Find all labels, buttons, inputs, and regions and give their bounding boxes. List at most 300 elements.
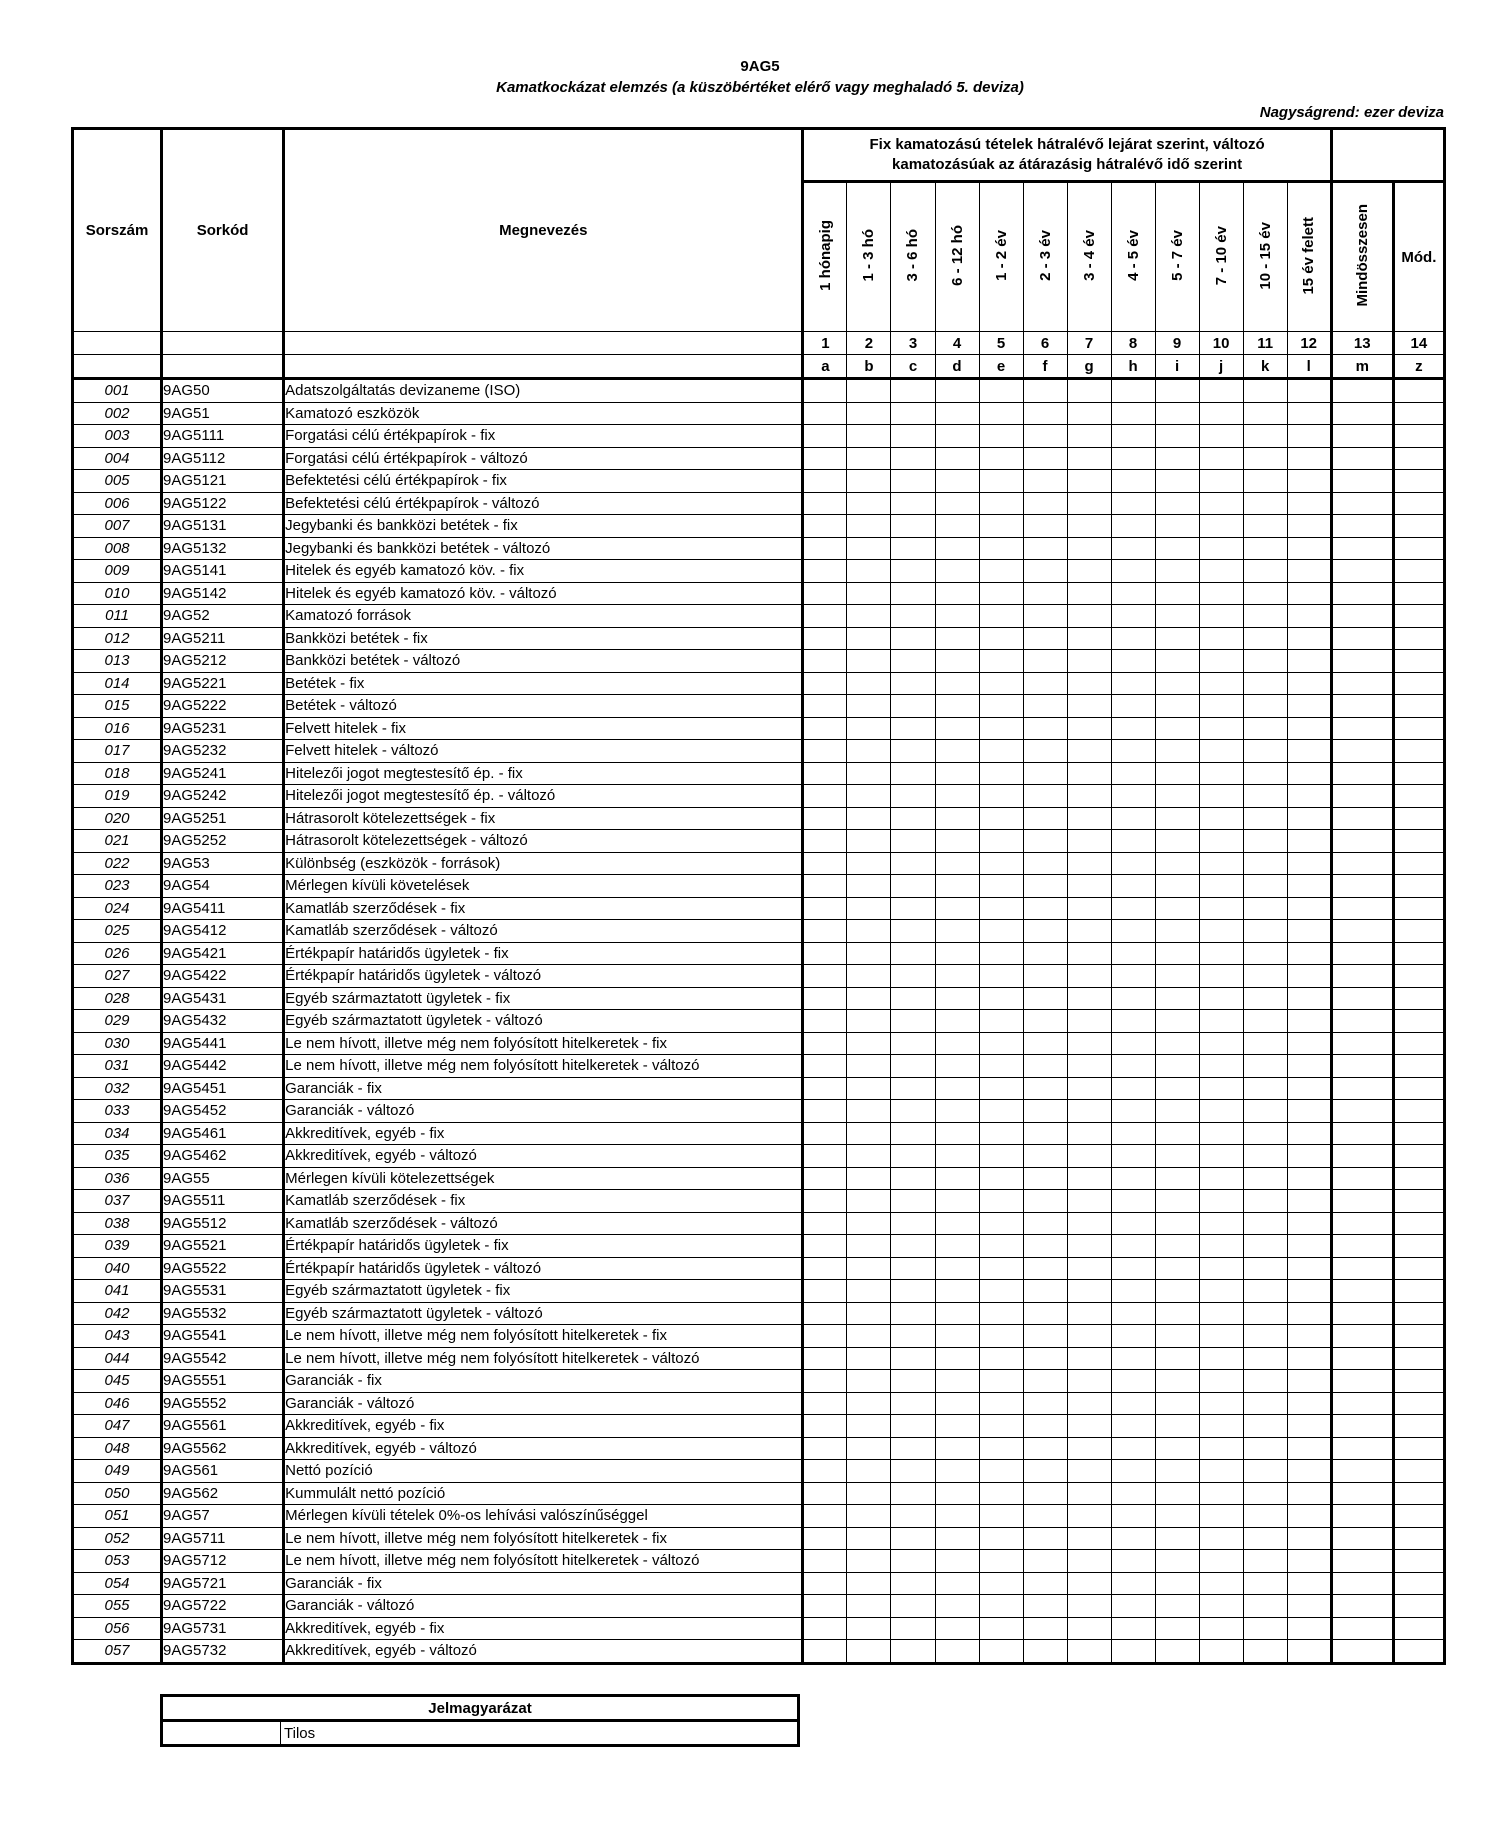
value-cell[interactable]	[979, 717, 1023, 740]
value-cell[interactable]	[1243, 695, 1287, 718]
value-cell[interactable]	[891, 492, 935, 515]
value-cell[interactable]	[1393, 1302, 1444, 1325]
value-cell[interactable]	[1243, 785, 1287, 808]
value-cell[interactable]	[1243, 1010, 1287, 1033]
value-cell[interactable]	[1287, 740, 1331, 763]
value-cell[interactable]	[1287, 875, 1331, 898]
value-cell[interactable]	[1111, 875, 1155, 898]
value-cell[interactable]	[891, 1302, 935, 1325]
value-cell[interactable]	[1023, 1437, 1067, 1460]
value-cell[interactable]	[1199, 875, 1243, 898]
value-cell[interactable]	[891, 1640, 935, 1664]
value-cell[interactable]	[1067, 1527, 1111, 1550]
value-cell[interactable]	[979, 650, 1023, 673]
value-cell[interactable]	[1111, 852, 1155, 875]
value-cell[interactable]	[1155, 560, 1199, 583]
value-cell[interactable]	[1067, 1212, 1111, 1235]
value-cell[interactable]	[1111, 1167, 1155, 1190]
value-cell[interactable]	[1111, 1257, 1155, 1280]
value-cell[interactable]	[935, 1617, 979, 1640]
value-cell[interactable]	[1023, 1257, 1067, 1280]
value-cell[interactable]	[1287, 762, 1331, 785]
value-cell[interactable]	[1199, 470, 1243, 493]
value-cell[interactable]	[847, 1302, 891, 1325]
value-cell[interactable]	[1111, 1145, 1155, 1168]
value-cell[interactable]	[1111, 560, 1155, 583]
value-cell[interactable]	[1243, 1527, 1287, 1550]
value-cell[interactable]	[1331, 537, 1393, 560]
value-cell[interactable]	[847, 717, 891, 740]
value-cell[interactable]	[1111, 920, 1155, 943]
value-cell[interactable]	[1023, 1595, 1067, 1618]
value-cell[interactable]	[1331, 695, 1393, 718]
value-cell[interactable]	[1243, 1212, 1287, 1235]
value-cell[interactable]	[1023, 762, 1067, 785]
value-cell[interactable]	[979, 1190, 1023, 1213]
value-cell[interactable]	[1287, 605, 1331, 628]
value-cell[interactable]	[847, 1505, 891, 1528]
value-cell[interactable]	[1023, 1077, 1067, 1100]
value-cell[interactable]	[847, 1640, 891, 1664]
value-cell[interactable]	[1155, 875, 1199, 898]
value-cell[interactable]	[935, 1325, 979, 1348]
value-cell[interactable]	[847, 1167, 891, 1190]
value-cell[interactable]	[1287, 1392, 1331, 1415]
value-cell[interactable]	[803, 762, 847, 785]
value-cell[interactable]	[1331, 605, 1393, 628]
value-cell[interactable]	[979, 492, 1023, 515]
value-cell[interactable]	[1067, 830, 1111, 853]
value-cell[interactable]	[1023, 1325, 1067, 1348]
value-cell[interactable]	[1155, 537, 1199, 560]
value-cell[interactable]	[803, 807, 847, 830]
value-cell[interactable]	[803, 1100, 847, 1123]
value-cell[interactable]	[1287, 1437, 1331, 1460]
value-cell[interactable]	[803, 402, 847, 425]
value-cell[interactable]	[1199, 1190, 1243, 1213]
value-cell[interactable]	[1067, 1460, 1111, 1483]
value-cell[interactable]	[1023, 1347, 1067, 1370]
value-cell[interactable]	[1287, 807, 1331, 830]
value-cell[interactable]	[1023, 1572, 1067, 1595]
value-cell[interactable]	[1155, 1077, 1199, 1100]
value-cell[interactable]	[1111, 942, 1155, 965]
value-cell[interactable]	[803, 605, 847, 628]
value-cell[interactable]	[1067, 672, 1111, 695]
value-cell[interactable]	[1067, 695, 1111, 718]
value-cell[interactable]	[1067, 1055, 1111, 1078]
value-cell[interactable]	[979, 560, 1023, 583]
value-cell[interactable]	[847, 379, 891, 403]
value-cell[interactable]	[1111, 1077, 1155, 1100]
value-cell[interactable]	[1023, 470, 1067, 493]
value-cell[interactable]	[891, 1527, 935, 1550]
value-cell[interactable]	[1199, 1370, 1243, 1393]
value-cell[interactable]	[1243, 897, 1287, 920]
value-cell[interactable]	[979, 785, 1023, 808]
value-cell[interactable]	[1199, 1280, 1243, 1303]
value-cell[interactable]	[979, 1212, 1023, 1235]
value-cell[interactable]	[803, 1595, 847, 1618]
value-cell[interactable]	[1155, 1595, 1199, 1618]
value-cell[interactable]	[1287, 830, 1331, 853]
value-cell[interactable]	[1111, 379, 1155, 403]
value-cell[interactable]	[1393, 1617, 1444, 1640]
value-cell[interactable]	[1243, 1167, 1287, 1190]
value-cell[interactable]	[979, 830, 1023, 853]
value-cell[interactable]	[1243, 605, 1287, 628]
value-cell[interactable]	[1393, 1145, 1444, 1168]
value-cell[interactable]	[1287, 717, 1331, 740]
value-cell[interactable]	[1331, 402, 1393, 425]
value-cell[interactable]	[1287, 1145, 1331, 1168]
value-cell[interactable]	[1393, 1280, 1444, 1303]
value-cell[interactable]	[891, 897, 935, 920]
value-cell[interactable]	[1023, 425, 1067, 448]
value-cell[interactable]	[1331, 1212, 1393, 1235]
value-cell[interactable]	[979, 1482, 1023, 1505]
value-cell[interactable]	[1331, 1550, 1393, 1573]
value-cell[interactable]	[979, 852, 1023, 875]
value-cell[interactable]	[1067, 1437, 1111, 1460]
value-cell[interactable]	[1331, 1145, 1393, 1168]
value-cell[interactable]	[1243, 492, 1287, 515]
value-cell[interactable]	[1393, 942, 1444, 965]
value-cell[interactable]	[1067, 379, 1111, 403]
value-cell[interactable]	[1023, 1055, 1067, 1078]
value-cell[interactable]	[803, 537, 847, 560]
value-cell[interactable]	[891, 875, 935, 898]
value-cell[interactable]	[1067, 717, 1111, 740]
value-cell[interactable]	[1067, 1595, 1111, 1618]
value-cell[interactable]	[935, 695, 979, 718]
value-cell[interactable]	[1023, 830, 1067, 853]
value-cell[interactable]	[1287, 1370, 1331, 1393]
value-cell[interactable]	[1067, 492, 1111, 515]
value-cell[interactable]	[1393, 1527, 1444, 1550]
value-cell[interactable]	[1023, 875, 1067, 898]
value-cell[interactable]	[1243, 1077, 1287, 1100]
value-cell[interactable]	[1393, 1595, 1444, 1618]
value-cell[interactable]	[1067, 1370, 1111, 1393]
value-cell[interactable]	[1393, 379, 1444, 403]
value-cell[interactable]	[1111, 1302, 1155, 1325]
value-cell[interactable]	[803, 1190, 847, 1213]
value-cell[interactable]	[1287, 470, 1331, 493]
value-cell[interactable]	[1243, 1482, 1287, 1505]
value-cell[interactable]	[1287, 1257, 1331, 1280]
value-cell[interactable]	[1243, 1572, 1287, 1595]
value-cell[interactable]	[847, 1100, 891, 1123]
value-cell[interactable]	[1331, 1415, 1393, 1438]
value-cell[interactable]	[1199, 1167, 1243, 1190]
value-cell[interactable]	[1111, 717, 1155, 740]
value-cell[interactable]	[847, 1415, 891, 1438]
value-cell[interactable]	[1155, 830, 1199, 853]
value-cell[interactable]	[803, 627, 847, 650]
value-cell[interactable]	[1331, 1280, 1393, 1303]
value-cell[interactable]	[979, 1595, 1023, 1618]
value-cell[interactable]	[847, 1392, 891, 1415]
value-cell[interactable]	[979, 1527, 1023, 1550]
value-cell[interactable]	[1331, 762, 1393, 785]
value-cell[interactable]	[1287, 1460, 1331, 1483]
value-cell[interactable]	[891, 1617, 935, 1640]
value-cell[interactable]	[935, 1437, 979, 1460]
value-cell[interactable]	[1067, 425, 1111, 448]
value-cell[interactable]	[847, 1437, 891, 1460]
value-cell[interactable]	[1287, 987, 1331, 1010]
value-cell[interactable]	[803, 515, 847, 538]
value-cell[interactable]	[1023, 785, 1067, 808]
value-cell[interactable]	[1155, 740, 1199, 763]
value-cell[interactable]	[1023, 650, 1067, 673]
value-cell[interactable]	[935, 672, 979, 695]
value-cell[interactable]	[1155, 965, 1199, 988]
value-cell[interactable]	[979, 1077, 1023, 1100]
value-cell[interactable]	[1199, 1505, 1243, 1528]
value-cell[interactable]	[847, 695, 891, 718]
value-cell[interactable]	[1393, 1370, 1444, 1393]
value-cell[interactable]	[1155, 1122, 1199, 1145]
value-cell[interactable]	[1111, 447, 1155, 470]
value-cell[interactable]	[1287, 1347, 1331, 1370]
value-cell[interactable]	[1243, 1617, 1287, 1640]
value-cell[interactable]	[1331, 1100, 1393, 1123]
value-cell[interactable]	[1155, 942, 1199, 965]
value-cell[interactable]	[1023, 1280, 1067, 1303]
value-cell[interactable]	[1287, 1190, 1331, 1213]
value-cell[interactable]	[1331, 785, 1393, 808]
value-cell[interactable]	[1067, 1550, 1111, 1573]
value-cell[interactable]	[803, 650, 847, 673]
value-cell[interactable]	[1023, 582, 1067, 605]
value-cell[interactable]	[803, 1257, 847, 1280]
value-cell[interactable]	[1155, 1190, 1199, 1213]
value-cell[interactable]	[1287, 447, 1331, 470]
value-cell[interactable]	[1287, 965, 1331, 988]
value-cell[interactable]	[1199, 740, 1243, 763]
value-cell[interactable]	[1393, 1392, 1444, 1415]
value-cell[interactable]	[1111, 1527, 1155, 1550]
value-cell[interactable]	[803, 1122, 847, 1145]
value-cell[interactable]	[1199, 1010, 1243, 1033]
value-cell[interactable]	[1393, 515, 1444, 538]
value-cell[interactable]	[1243, 942, 1287, 965]
value-cell[interactable]	[935, 1460, 979, 1483]
value-cell[interactable]	[891, 672, 935, 695]
value-cell[interactable]	[1287, 1415, 1331, 1438]
value-cell[interactable]	[935, 1122, 979, 1145]
value-cell[interactable]	[803, 1235, 847, 1258]
value-cell[interactable]	[891, 942, 935, 965]
value-cell[interactable]	[1067, 1415, 1111, 1438]
value-cell[interactable]	[1199, 1100, 1243, 1123]
value-cell[interactable]	[891, 1370, 935, 1393]
value-cell[interactable]	[803, 1392, 847, 1415]
value-cell[interactable]	[847, 1550, 891, 1573]
value-cell[interactable]	[1393, 1572, 1444, 1595]
value-cell[interactable]	[847, 1145, 891, 1168]
value-cell[interactable]	[1199, 1617, 1243, 1640]
value-cell[interactable]	[1023, 1212, 1067, 1235]
value-cell[interactable]	[847, 740, 891, 763]
value-cell[interactable]	[891, 830, 935, 853]
value-cell[interactable]	[979, 1145, 1023, 1168]
value-cell[interactable]	[1243, 515, 1287, 538]
value-cell[interactable]	[891, 1572, 935, 1595]
value-cell[interactable]	[1023, 379, 1067, 403]
value-cell[interactable]	[1199, 1482, 1243, 1505]
value-cell[interactable]	[847, 1280, 891, 1303]
value-cell[interactable]	[1331, 807, 1393, 830]
value-cell[interactable]	[1067, 1325, 1111, 1348]
value-cell[interactable]	[803, 492, 847, 515]
value-cell[interactable]	[1023, 1550, 1067, 1573]
value-cell[interactable]	[1023, 1527, 1067, 1550]
value-cell[interactable]	[1199, 830, 1243, 853]
value-cell[interactable]	[1111, 515, 1155, 538]
value-cell[interactable]	[979, 402, 1023, 425]
value-cell[interactable]	[979, 1167, 1023, 1190]
value-cell[interactable]	[1155, 1167, 1199, 1190]
value-cell[interactable]	[1331, 830, 1393, 853]
value-cell[interactable]	[1155, 1325, 1199, 1348]
value-cell[interactable]	[847, 1572, 891, 1595]
value-cell[interactable]	[1331, 1235, 1393, 1258]
value-cell[interactable]	[935, 1212, 979, 1235]
value-cell[interactable]	[1243, 1280, 1287, 1303]
value-cell[interactable]	[1155, 425, 1199, 448]
value-cell[interactable]	[1243, 1235, 1287, 1258]
value-cell[interactable]	[979, 1257, 1023, 1280]
value-cell[interactable]	[935, 1640, 979, 1664]
value-cell[interactable]	[1243, 1145, 1287, 1168]
value-cell[interactable]	[1243, 920, 1287, 943]
value-cell[interactable]	[1243, 1370, 1287, 1393]
value-cell[interactable]	[1393, 1325, 1444, 1348]
value-cell[interactable]	[935, 537, 979, 560]
value-cell[interactable]	[935, 379, 979, 403]
value-cell[interactable]	[1155, 987, 1199, 1010]
value-cell[interactable]	[891, 965, 935, 988]
value-cell[interactable]	[1155, 1415, 1199, 1438]
value-cell[interactable]	[1331, 897, 1393, 920]
value-cell[interactable]	[847, 762, 891, 785]
value-cell[interactable]	[979, 1347, 1023, 1370]
value-cell[interactable]	[1155, 807, 1199, 830]
value-cell[interactable]	[1111, 830, 1155, 853]
value-cell[interactable]	[1155, 582, 1199, 605]
value-cell[interactable]	[1243, 1055, 1287, 1078]
value-cell[interactable]	[979, 1550, 1023, 1573]
value-cell[interactable]	[891, 1347, 935, 1370]
value-cell[interactable]	[891, 695, 935, 718]
value-cell[interactable]	[1331, 717, 1393, 740]
value-cell[interactable]	[1023, 965, 1067, 988]
value-cell[interactable]	[979, 1392, 1023, 1415]
value-cell[interactable]	[979, 1032, 1023, 1055]
value-cell[interactable]	[1393, 447, 1444, 470]
value-cell[interactable]	[1155, 762, 1199, 785]
value-cell[interactable]	[847, 897, 891, 920]
value-cell[interactable]	[1199, 1392, 1243, 1415]
value-cell[interactable]	[803, 1437, 847, 1460]
value-cell[interactable]	[1243, 1392, 1287, 1415]
value-cell[interactable]	[935, 492, 979, 515]
value-cell[interactable]	[1199, 1527, 1243, 1550]
value-cell[interactable]	[979, 379, 1023, 403]
value-cell[interactable]	[803, 379, 847, 403]
value-cell[interactable]	[1331, 1190, 1393, 1213]
value-cell[interactable]	[803, 1212, 847, 1235]
value-cell[interactable]	[1111, 785, 1155, 808]
value-cell[interactable]	[935, 717, 979, 740]
value-cell[interactable]	[935, 1280, 979, 1303]
value-cell[interactable]	[1111, 807, 1155, 830]
value-cell[interactable]	[1287, 920, 1331, 943]
value-cell[interactable]	[1199, 402, 1243, 425]
value-cell[interactable]	[1287, 1505, 1331, 1528]
value-cell[interactable]	[979, 740, 1023, 763]
value-cell[interactable]	[1331, 852, 1393, 875]
value-cell[interactable]	[1287, 1527, 1331, 1550]
value-cell[interactable]	[891, 1482, 935, 1505]
value-cell[interactable]	[1023, 1122, 1067, 1145]
value-cell[interactable]	[1287, 1640, 1331, 1664]
value-cell[interactable]	[1331, 987, 1393, 1010]
value-cell[interactable]	[1243, 1325, 1287, 1348]
value-cell[interactable]	[1331, 1010, 1393, 1033]
value-cell[interactable]	[1331, 920, 1393, 943]
value-cell[interactable]	[1199, 605, 1243, 628]
value-cell[interactable]	[803, 1640, 847, 1664]
value-cell[interactable]	[1393, 1505, 1444, 1528]
value-cell[interactable]	[1393, 605, 1444, 628]
value-cell[interactable]	[1155, 1640, 1199, 1664]
value-cell[interactable]	[1243, 1460, 1287, 1483]
value-cell[interactable]	[1393, 695, 1444, 718]
value-cell[interactable]	[847, 920, 891, 943]
value-cell[interactable]	[803, 1572, 847, 1595]
value-cell[interactable]	[891, 515, 935, 538]
value-cell[interactable]	[1155, 852, 1199, 875]
value-cell[interactable]	[1067, 1257, 1111, 1280]
value-cell[interactable]	[1023, 402, 1067, 425]
value-cell[interactable]	[1243, 1505, 1287, 1528]
value-cell[interactable]	[1331, 1077, 1393, 1100]
value-cell[interactable]	[1199, 447, 1243, 470]
value-cell[interactable]	[935, 1505, 979, 1528]
value-cell[interactable]	[979, 987, 1023, 1010]
value-cell[interactable]	[1393, 470, 1444, 493]
value-cell[interactable]	[1111, 1280, 1155, 1303]
value-cell[interactable]	[891, 1145, 935, 1168]
value-cell[interactable]	[803, 1302, 847, 1325]
value-cell[interactable]	[1111, 1572, 1155, 1595]
value-cell[interactable]	[891, 1505, 935, 1528]
value-cell[interactable]	[1199, 425, 1243, 448]
value-cell[interactable]	[979, 672, 1023, 695]
value-cell[interactable]	[1067, 1302, 1111, 1325]
value-cell[interactable]	[1199, 717, 1243, 740]
value-cell[interactable]	[803, 425, 847, 448]
value-cell[interactable]	[1199, 515, 1243, 538]
value-cell[interactable]	[1331, 1325, 1393, 1348]
value-cell[interactable]	[1199, 1347, 1243, 1370]
value-cell[interactable]	[1023, 1482, 1067, 1505]
value-cell[interactable]	[847, 1055, 891, 1078]
